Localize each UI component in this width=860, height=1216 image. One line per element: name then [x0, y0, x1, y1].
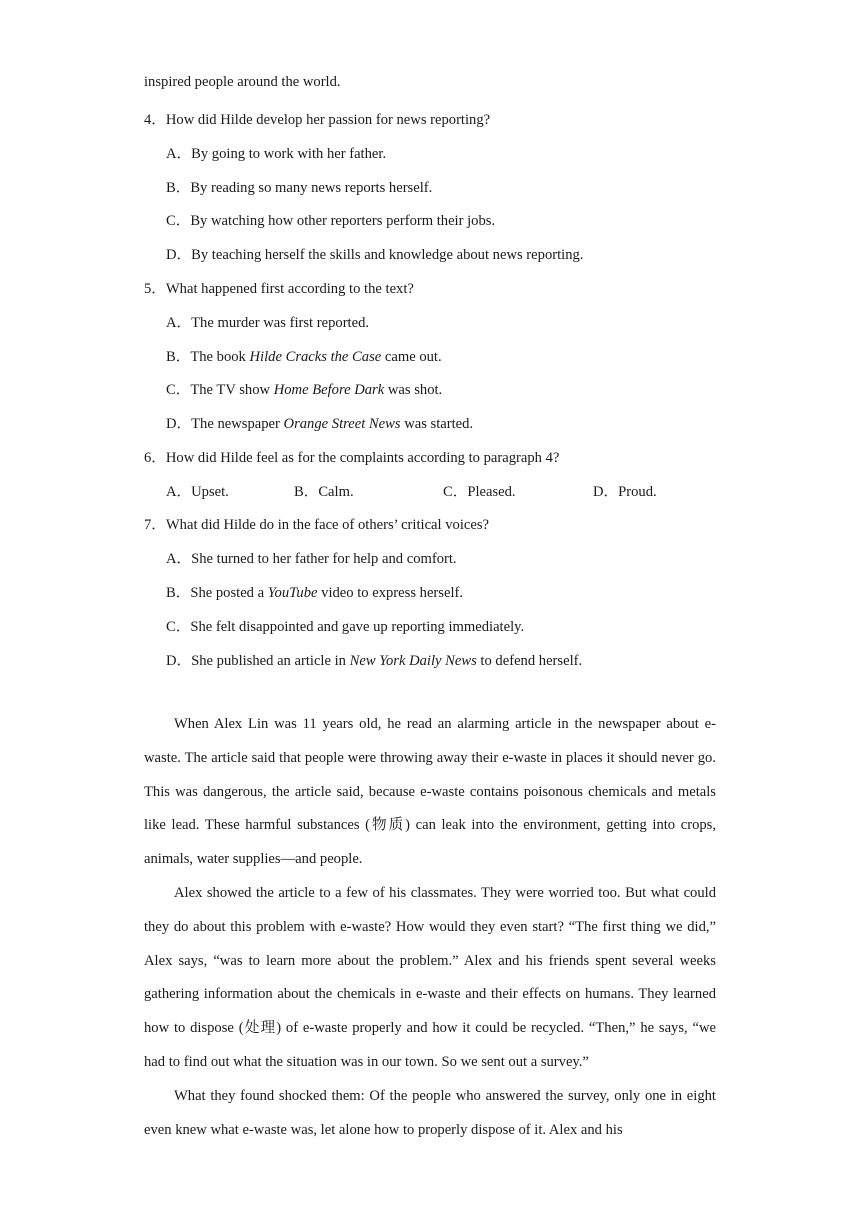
q7-option-c: C．She felt disappointed and gave up reporting immediately.: [166, 619, 525, 635]
passage-paragraph-1: When Alex Lin was 11 years old, he read an alarming article in the newspaper about e-waste. The article said that people were throwing away their e-waste in places it should never go. This was dangerous, the article said, because e-waste contains poisonous chemicals and metals like lead. These harmful substances (物质) can leak into the environment, getting into crops, animals, water supplies—and people.: [144, 716, 716, 868]
q5-option-d: D．The newspaper Orange Street News was started.: [166, 416, 474, 432]
q4-option-c: C．By watching how other reporters perform their jobs.: [166, 213, 496, 229]
q6-option-c: C．Pleased.: [443, 484, 516, 500]
q6-option-a: A．Upset.: [166, 484, 229, 500]
passage-paragraph-2: Alex showed the article to a few of his classmates. They were worried too. But what could they do about this problem with e-waste? How would they even start? “The first thing we did,” Alex says, “was to learn more about the problem.” Alex and his friends spent several weeks gathering information about the chemicals in e-waste and their effects on humans. They learned how to dispose (处理) of e-waste properly and how it could be recycled. “Then,” he says, “we had to find out what the situation was in our town. So we sent out a survey.”: [144, 885, 716, 1070]
question-4-stem: 4．How did Hilde develop her passion for news reporting?: [144, 112, 491, 128]
passage-paragraph-3: What they found shocked them: Of the people who answered the survey, only one in eight even knew what e-waste was, let alone how to properly dispose of it. Alex and his: [144, 1088, 716, 1138]
tv-show-title: Home Before Dark: [273, 382, 385, 398]
newspaper-name: New York Daily News: [349, 653, 477, 669]
q6-option-d: D．Proud.: [593, 484, 657, 500]
q7-option-d: D．She published an article in New York Daily News to defend herself.: [166, 653, 583, 669]
q6-option-b: B．Calm.: [294, 484, 354, 500]
question-5-stem: 5．What happened first according to the text?: [144, 281, 414, 297]
q5-option-b: B．The book Hilde Cracks the Case came out.: [166, 349, 442, 365]
q7-option-b: B．She posted a YouTube video to express herself.: [166, 585, 464, 601]
q7-option-a: A．She turned to her father for help and comfort.: [166, 551, 457, 567]
platform-name: YouTube: [267, 585, 318, 601]
q4-option-a: A．By going to work with her father.: [166, 146, 387, 162]
question-7-stem: 7．What did Hilde do in the face of others’ critical voices?: [144, 517, 489, 533]
question-6-stem: 6．How did Hilde feel as for the complaints according to paragraph 4?: [144, 450, 560, 466]
q4-option-d: D．By teaching herself the skills and knowledge about news reporting.: [166, 247, 584, 263]
q5-option-c: C．The TV show Home Before Dark was shot.: [166, 382, 443, 398]
q4-option-b: B．By reading so many news reports herself.: [166, 180, 433, 196]
q5-option-a: A．The murder was first reported.: [166, 315, 370, 331]
newspaper-title: Orange Street News: [283, 416, 401, 432]
book-title: Hilde Cracks the Case: [249, 349, 382, 365]
passage-fragment: inspired people around the world.: [144, 74, 341, 90]
